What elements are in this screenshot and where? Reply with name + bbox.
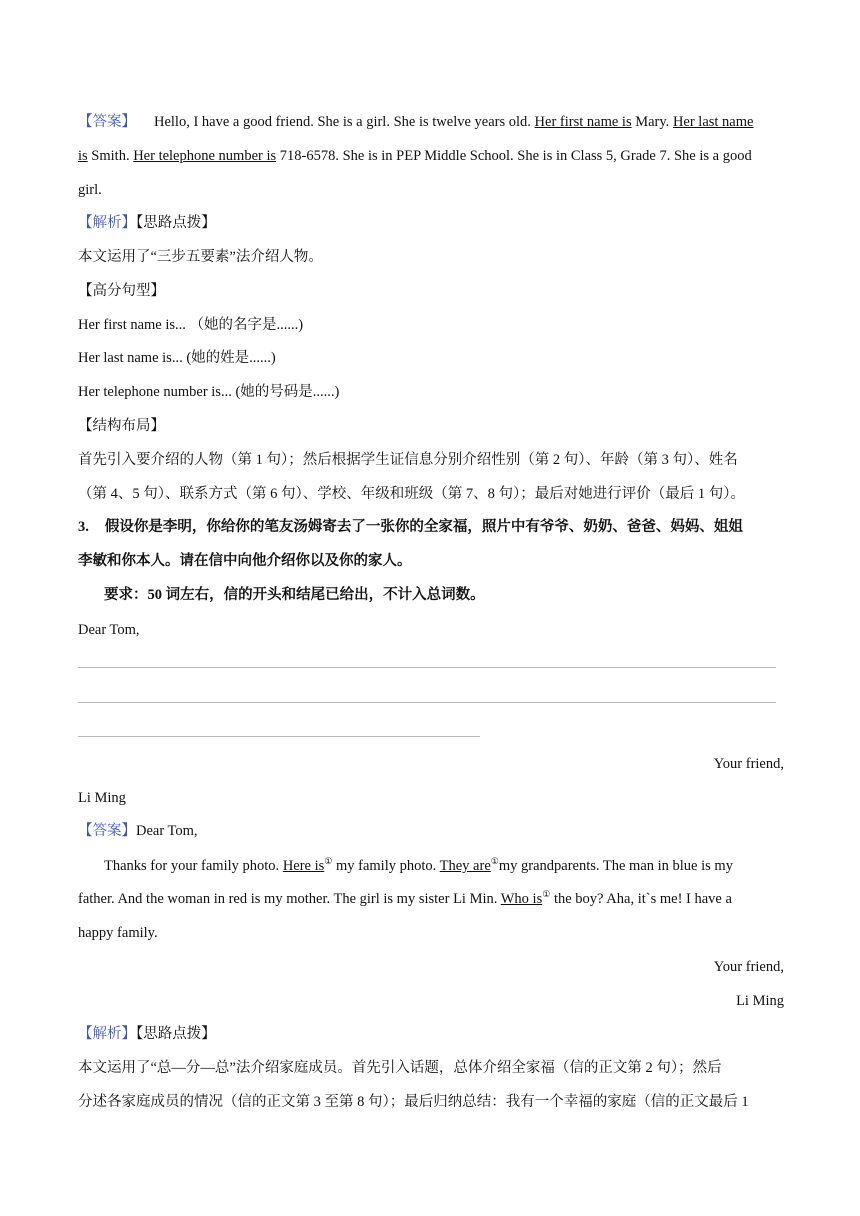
answer-text: Mary. bbox=[631, 114, 673, 130]
question-number: 3. bbox=[78, 519, 89, 535]
writing-line bbox=[78, 736, 480, 737]
key-phrase: Her telephone number is bbox=[133, 148, 277, 164]
letter-body-line: happy family. bbox=[78, 925, 158, 941]
letter-body-line bbox=[78, 856, 784, 876]
analysis-heading bbox=[78, 1024, 784, 1044]
pattern-item: Her telephone number is... (她的号码是......) bbox=[78, 384, 340, 400]
answer-text: Smith. bbox=[87, 148, 134, 164]
answer-tag: 【答案】 bbox=[78, 823, 136, 839]
writing-line bbox=[78, 667, 776, 668]
pattern-item: Her last name is... (她的姓是......) bbox=[78, 350, 276, 366]
requirement-number: 50 bbox=[147, 587, 162, 603]
key-phrase: Here is bbox=[282, 858, 325, 874]
letter-body-line bbox=[78, 889, 784, 909]
key-phrase: Who is bbox=[500, 891, 543, 907]
analysis-tag: 【解析】 bbox=[78, 1026, 136, 1042]
letter-text: my family photo. bbox=[332, 858, 440, 874]
note-marker: ① bbox=[490, 856, 499, 867]
letter-signature: Li Ming bbox=[78, 790, 126, 806]
letter-text: my grandparents. The man in blue is my bbox=[498, 858, 733, 874]
analysis-tag: 【解析】 bbox=[78, 215, 136, 231]
pattern-item: Her first name is... （她的名字是......) bbox=[78, 317, 304, 333]
analysis-heading bbox=[78, 213, 784, 233]
answer-greeting: Dear Tom, bbox=[136, 823, 198, 839]
analysis-text: 本文运用了“总—分—总”法介绍家庭成员。首先引入话题，总体介绍全家福（信的正文第 2 句）；然后 bbox=[78, 1060, 722, 1076]
answer-tag: 【答案】 bbox=[78, 114, 136, 130]
patterns-heading: 【高分句型】 bbox=[78, 283, 165, 299]
structure-heading: 【结构布局】 bbox=[78, 418, 165, 434]
question-prompt: 假设你是李明，你给你的笔友汤姆寄去了一张你的全家福，照片中有爷爷、奶奶、爸爸、妈妈、姐姐 bbox=[104, 519, 743, 535]
answer-closing: Your friend, bbox=[713, 959, 784, 975]
answer-text: Hello, I have a good friend. She is a girl. She is twelve years old. bbox=[154, 114, 535, 130]
question-requirement bbox=[78, 585, 784, 605]
answer-heading bbox=[78, 821, 784, 841]
answer-text: 718-6578. She is in PEP Middle School. She is in Class 5, Grade 7. She is a good bbox=[276, 148, 752, 164]
answer-signature: Li Ming bbox=[736, 993, 784, 1009]
analysis-text: 本文运用了“三步五要素”法介绍人物。 bbox=[78, 249, 323, 265]
key-phrase: Her first name is bbox=[534, 114, 632, 130]
answer-line-3: girl. bbox=[78, 182, 102, 198]
question-3-prompt bbox=[78, 517, 784, 537]
structure-text: （第 4、5 句）、联系方式（第 6 句）、学校、年级和班级（第 7、8 句）；最后对她进行评价（最后 1 句）。 bbox=[78, 486, 745, 502]
requirement-text: 词左右，信的开头和结尾已给出，不计入总词数。 bbox=[162, 587, 485, 603]
key-phrase: They are bbox=[439, 858, 491, 874]
letter-greeting: Dear Tom, bbox=[78, 622, 140, 638]
letter-text: the boy? Aha, it`s me! I have a bbox=[550, 891, 732, 907]
answer-line-2 bbox=[78, 146, 784, 166]
requirement-label: 要求： bbox=[104, 587, 148, 603]
key-phrase: is bbox=[78, 148, 88, 164]
note-marker: ① bbox=[324, 856, 333, 867]
analysis-text: 分述各家庭成员的情况（信的正文第 3 至第 8 句）；最后归纳总结：我有一个幸福的家庭（信的正文最后 1 bbox=[78, 1094, 749, 1110]
letter-closing: Your friend, bbox=[713, 756, 784, 772]
answer-line-1 bbox=[78, 112, 784, 132]
letter-text: father. And the woman in red is my mother. The girl is my sister Li Min. bbox=[78, 891, 501, 907]
letter-text: Thanks for your family photo. bbox=[104, 858, 283, 874]
key-phrase: Her last name bbox=[672, 114, 754, 130]
structure-text: 首先引入要介绍的人物（第 1 句）；然后根据学生证信息分别介绍性别（第 2 句）、年龄（第 3 句）、姓名 bbox=[78, 452, 738, 468]
writing-line bbox=[78, 702, 776, 703]
note-marker: ① bbox=[542, 889, 551, 900]
question-prompt-cont: 李敏和你本人。请在信中向他介绍你以及你的家人。 bbox=[78, 553, 412, 569]
analysis-subhead: 【思路点拨】 bbox=[136, 215, 216, 231]
analysis-subhead: 【思路点拨】 bbox=[136, 1026, 216, 1042]
